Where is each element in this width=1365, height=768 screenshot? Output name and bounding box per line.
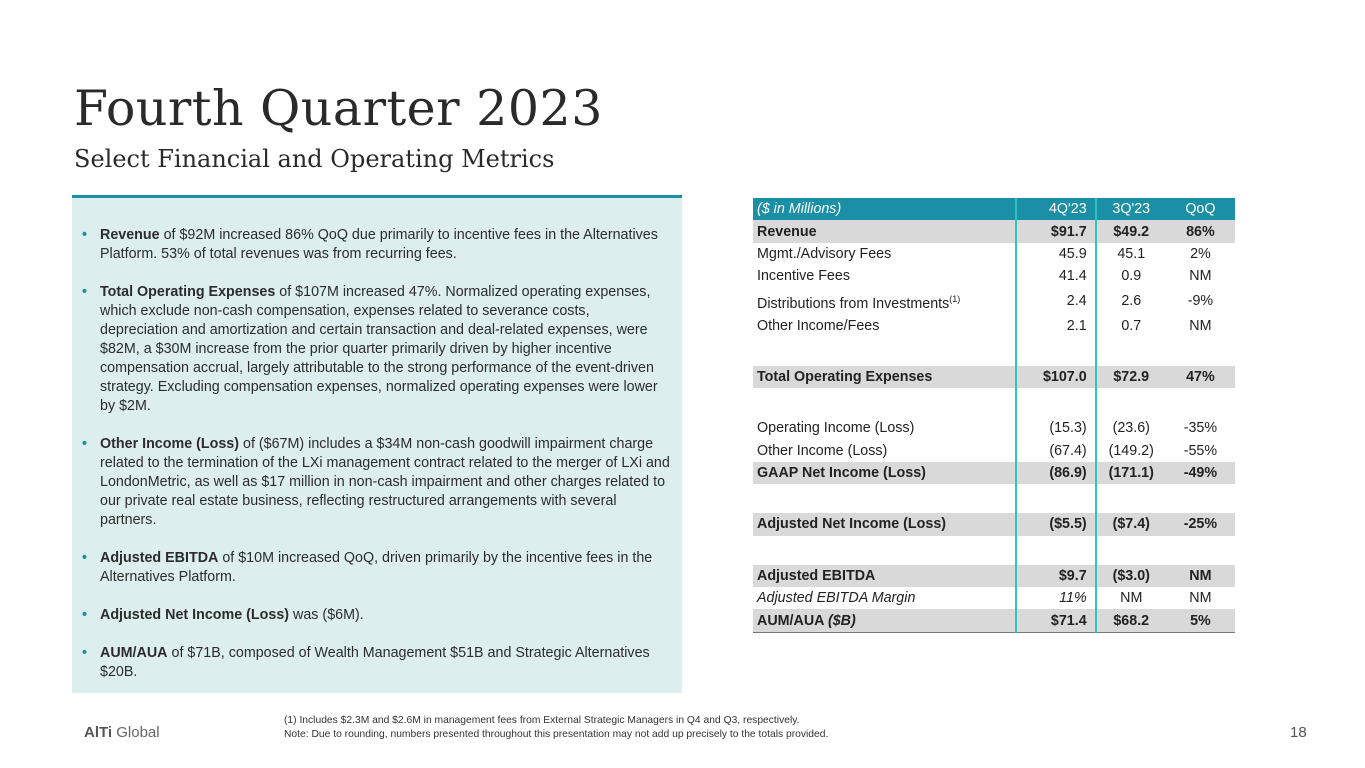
page-title: Fourth Quarter 2023	[74, 80, 603, 137]
row-qoq: NM	[1189, 590, 1212, 607]
row-3q23: ($7.4)	[1096, 513, 1166, 535]
table-row-adjusted-net-income	[753, 513, 1235, 535]
bullet-lead: Total Operating Expenses	[100, 284, 276, 300]
row-3q23: NM	[1096, 587, 1166, 609]
row-qoq: -9%	[1187, 292, 1214, 309]
bullet-total-opex	[82, 283, 670, 416]
row-label: Other Income (Loss)	[757, 442, 888, 459]
bullet-dot: •	[82, 436, 88, 452]
row-qoq: 5%	[1166, 609, 1235, 632]
commentary-list	[82, 226, 670, 682]
row-4q23: (15.3)	[1016, 417, 1095, 439]
row-qoq: -25%	[1166, 513, 1235, 535]
bullet-dot: •	[82, 284, 88, 300]
table-row-other-income	[753, 440, 1235, 462]
row-label-text: Distributions from Investments	[757, 295, 950, 312]
table-row-operating-income	[753, 417, 1235, 439]
table-row-gaap-net-income	[753, 462, 1235, 484]
table-spacer-row	[753, 536, 1235, 565]
row-4q23: 11%	[1016, 587, 1095, 609]
logo-rest: Global	[112, 724, 160, 741]
row-3q23: $49.2	[1096, 220, 1166, 242]
table-header-row	[753, 198, 1235, 220]
row-qoq: NM	[1189, 268, 1212, 285]
page-number: 18	[1290, 724, 1307, 741]
commentary-panel	[72, 195, 682, 693]
header-3q23: 3Q'23	[1096, 198, 1166, 220]
row-qoq: 86%	[1166, 220, 1235, 242]
table-row-total-opex	[753, 366, 1235, 388]
row-4q23: (67.4)	[1016, 440, 1095, 462]
logo-strong: AlTi	[84, 724, 113, 741]
row-3q23: 45.1	[1096, 243, 1166, 265]
row-qoq: -49%	[1166, 462, 1235, 484]
row-3q23: $72.9	[1096, 366, 1166, 388]
row-label: Mgmt./Advisory Fees	[757, 245, 892, 262]
page-subtitle: Select Financial and Operating Metrics	[74, 145, 555, 173]
row-label: Revenue	[753, 220, 1016, 242]
row-4q23: $71.4	[1016, 609, 1095, 632]
metrics-table	[753, 198, 1235, 633]
row-label: Operating Income (Loss)	[757, 420, 915, 437]
row-4q23: 45.9	[1016, 243, 1095, 265]
bullet-other-income	[82, 435, 670, 530]
table-spacer-row	[753, 484, 1235, 513]
table-spacer-row	[753, 388, 1235, 417]
bullet-text: of ($67M) includes a $34M non-cash goodwill impairment charge related to the termination of the LXi management contract related to the merger of LXi and LondonMetric, as well as $17 million in non-cash impairment and other charges related to our private real estate business, reflecting restructured arrangements with several partners.	[100, 436, 670, 528]
table-row-other-fees	[753, 314, 1235, 336]
row-label: Incentive Fees	[757, 268, 850, 285]
row-4q23: (86.9)	[1016, 462, 1095, 484]
row-4q23: 2.4	[1016, 288, 1095, 315]
header-qoq: QoQ	[1166, 198, 1235, 220]
bullet-adjusted-net-income	[82, 606, 670, 625]
row-label: Adjusted EBITDA	[753, 565, 1016, 587]
table-row-mgmt-fees	[753, 243, 1235, 265]
row-label	[753, 288, 1016, 315]
footnote-note: Note: Due to rounding, numbers presented throughout this presentation may not add up precisely to the totals provided.	[284, 729, 829, 740]
bullet-text: of $107M increased 47%. Normalized operating expenses, which exclude non-cash compensation, expenses related to severance costs, depreciation and amortization and certain transaction and deal-related expenses, were $82M, a $30M increase from the prior quarter primarily driven by higher incentive compensation accrual, largely attributable to the strong performance of the event-driven strategy. Excluding compensation expenses, normalized operating expenses were lower by $2M.	[100, 284, 658, 414]
bullet-dot: •	[82, 607, 88, 623]
header-units: ($ in Millions)	[753, 198, 1016, 220]
row-3q23: (171.1)	[1096, 462, 1166, 484]
bullet-lead: Other Income (Loss)	[100, 436, 240, 452]
bullet-text: was ($6M).	[289, 607, 364, 623]
row-3q23: (23.6)	[1096, 417, 1166, 439]
bullet-text: of $10M increased QoQ, driven primarily by the incentive fees in the Alternatives Platform.	[100, 550, 653, 585]
bullet-adjusted-ebitda	[82, 549, 670, 587]
table-row-ebitda-margin	[753, 587, 1235, 609]
bullet-aum-aua	[82, 644, 670, 682]
table-row-distributions	[753, 288, 1235, 315]
table-row-aum-aua	[753, 609, 1235, 632]
table-spacer-row	[753, 337, 1235, 366]
row-label: Adjusted Net Income (Loss)	[753, 513, 1016, 535]
row-qoq: NM	[1166, 565, 1235, 587]
bullet-lead: Adjusted EBITDA	[100, 550, 219, 566]
table-row-revenue	[753, 220, 1235, 242]
bullet-dot: •	[82, 645, 88, 661]
row-label: Adjusted EBITDA Margin	[757, 590, 916, 607]
row-3q23: 2.6	[1096, 288, 1166, 315]
row-qoq: -35%	[1183, 420, 1218, 437]
bullet-lead: Revenue	[100, 227, 160, 243]
row-4q23: $107.0	[1016, 366, 1095, 388]
row-3q23: 0.7	[1096, 314, 1166, 336]
table-row-incentive-fees	[753, 265, 1235, 287]
row-label: Other Income/Fees	[757, 317, 880, 334]
header-4q23: 4Q'23	[1016, 198, 1095, 220]
row-qoq: 47%	[1166, 366, 1235, 388]
row-label: GAAP Net Income (Loss)	[753, 462, 1016, 484]
row-qoq: 2%	[1190, 245, 1211, 262]
bullet-text: of $92M increased 86% QoQ due primarily to incentive fees in the Alternatives Platform. 53% of total revenues was from recurring fees.	[100, 227, 658, 262]
row-3q23: ($3.0)	[1096, 565, 1166, 587]
bullet-revenue	[82, 226, 670, 264]
row-qoq: -55%	[1183, 442, 1218, 459]
row-label	[753, 609, 1016, 632]
row-4q23: ($5.5)	[1016, 513, 1095, 535]
row-qoq: NM	[1189, 317, 1212, 334]
row-3q23: $68.2	[1096, 609, 1166, 632]
bullet-text: of $71B, composed of Wealth Management $51B and Strategic Alternatives $20B.	[100, 645, 650, 680]
bullet-lead: Adjusted Net Income (Loss)	[100, 607, 290, 623]
bullet-lead: AUM/AUA	[100, 645, 168, 661]
row-label-text: AUM/AUA	[757, 612, 824, 629]
row-4q23: 2.1	[1016, 314, 1095, 336]
row-label-unit: ($B)	[827, 612, 856, 629]
row-4q23: 41.4	[1016, 265, 1095, 287]
footnote-1: (1) Includes $2.3M and $2.6M in management fees from External Strategic Managers in Q4 and Q3, respectively.	[284, 715, 800, 726]
footnotes	[284, 714, 828, 742]
bullet-dot: •	[82, 227, 88, 243]
bullet-dot: •	[82, 550, 88, 566]
row-3q23: (149.2)	[1096, 440, 1166, 462]
table-row-adjusted-ebitda	[753, 565, 1235, 587]
row-label: Total Operating Expenses	[753, 366, 1016, 388]
company-logo	[84, 724, 160, 741]
row-4q23: $91.7	[1016, 220, 1095, 242]
row-4q23: $9.7	[1016, 565, 1095, 587]
footnote-marker: (1)	[949, 293, 961, 304]
row-3q23: 0.9	[1096, 265, 1166, 287]
